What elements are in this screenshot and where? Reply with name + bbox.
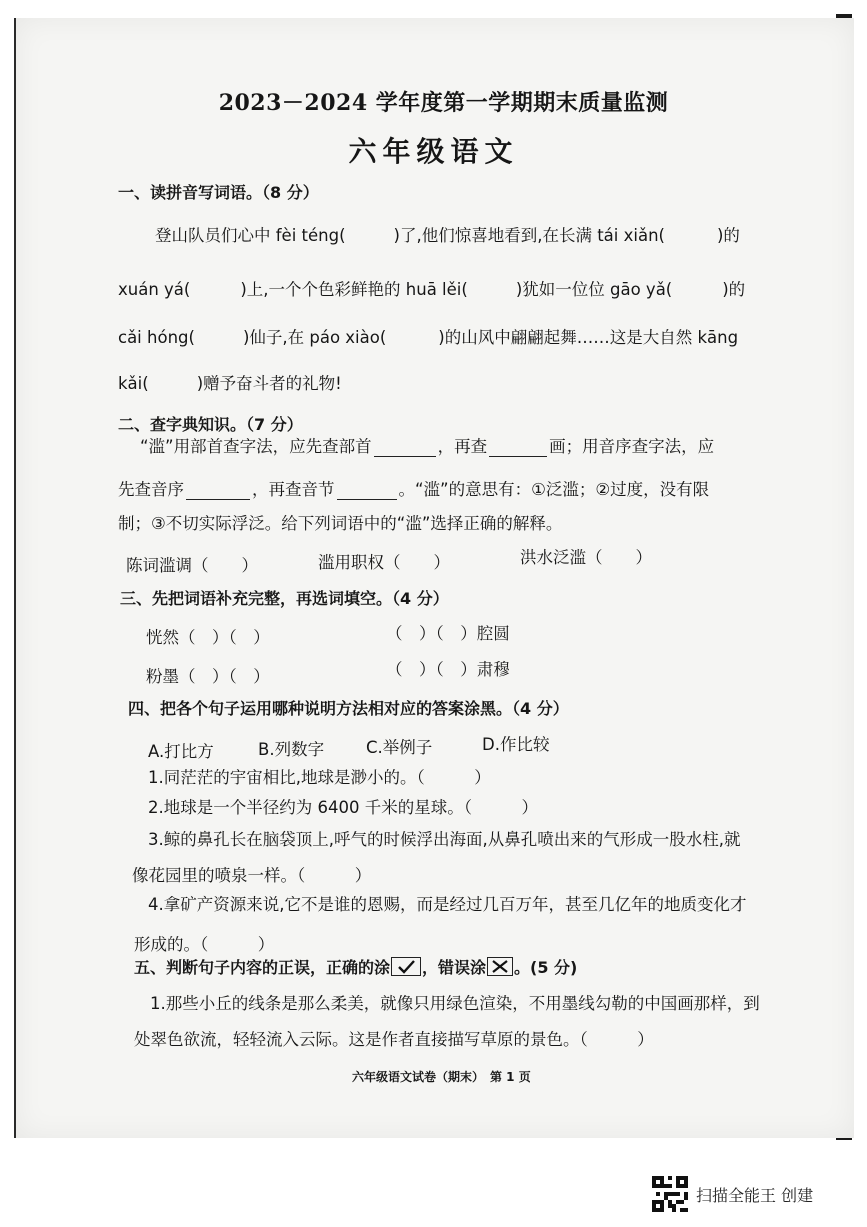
- s2-line-3: 制；③不切实际浮泛。给下列词语中的“滥”选择正确的解释。: [118, 514, 563, 533]
- s2-item-3: 洪水泛滥（ ）: [520, 548, 652, 567]
- s3-word-4: （ ）（ ）肃穆: [386, 660, 510, 679]
- s5-question-1a: 1.那些小丘的线条是那么柔美，就像只用绿色渲染，不用墨线勾勒的中国画那样，到: [150, 994, 760, 1013]
- s4-option-a: A.打比方: [148, 742, 214, 761]
- s1-text: cǎi hóng(: [118, 328, 195, 347]
- answer-blank: [374, 455, 436, 457]
- s2-text: 先查音序: [118, 480, 184, 499]
- s4-option-b: B.列数字: [258, 740, 325, 759]
- answer-blank: [489, 455, 547, 457]
- s4-question-4a: 4.拿矿产资源来说,它不是谁的恩赐，而是经过几百万年，甚至几亿年的地质变化才: [148, 895, 747, 914]
- s4-option-d: D.作比较: [482, 735, 550, 754]
- s1-text: )的: [722, 280, 746, 299]
- s1-text: xuán yá(: [118, 280, 191, 299]
- s1-line-1: [155, 222, 740, 246]
- s4-question-1: 1.同茫茫的宇宙相比,地球是渺小的。（ ）: [148, 768, 491, 787]
- s1-line-3: [118, 324, 738, 348]
- answer-blank: [186, 498, 250, 500]
- s1-line-4: [118, 370, 342, 394]
- section-3-heading: 三、先把词语补充完整，再选词填空。（4 分）: [120, 589, 449, 608]
- s2-line-2: [118, 476, 709, 500]
- s5-heading-text: 。(5 分): [514, 958, 578, 977]
- s5-heading-text: 五、判断句子内容的正误，正确的涂: [134, 958, 391, 977]
- s2-item-1: 陈词滥调（ ）: [126, 556, 258, 575]
- checkbox-check-icon: [391, 957, 421, 976]
- section-1-heading: 一、读拼音写词语。（8 分）: [118, 183, 319, 202]
- answer-blank: [337, 498, 397, 500]
- s4-question-2: 2.地球是一个半径约为 6400 千米的星球。（ ）: [148, 798, 538, 817]
- s2-text: ，再查: [437, 437, 488, 456]
- s1-text: )的山风中翩翩起舞……这是大自然 kāng: [438, 328, 739, 347]
- section-5-heading: [134, 955, 577, 978]
- s4-question-3b: 像花园里的喷泉一样。（ ）: [132, 866, 372, 885]
- s1-line-2: [118, 276, 745, 300]
- scanner-brand-label: 扫描全能王 创建: [696, 1186, 814, 1205]
- section-2-heading: 二、查字典知识。（7 分）: [118, 415, 303, 434]
- s2-item-2: 滥用职权（ ）: [318, 553, 450, 572]
- s1-text: 登山队员们心中 fèi téng(: [155, 226, 346, 245]
- s3-word-3: 粉墨（ ）（ ）: [146, 667, 270, 686]
- s1-text: )的: [716, 226, 740, 245]
- s1-text: )仙子,在 páo xiào(: [242, 328, 387, 347]
- checkbox-cross-icon: [487, 957, 513, 976]
- s2-text: 。“滥”的意思有：①泛滥；②过度，没有限: [398, 480, 710, 499]
- s2-text: “滥”用部首查字法，应先查部首: [140, 437, 372, 456]
- s5-question-1b: 处翠色欲流，轻轻流入云际。这是作者直接描写草原的景色。（ ）: [134, 1030, 654, 1049]
- page-footer: 六年级语文试卷（期末） 第 1 页: [352, 1070, 531, 1084]
- s2-text: ，再查音节: [252, 480, 335, 499]
- exam-title: 2023－2024 学年度第一学期期末质量监测: [218, 90, 669, 116]
- s1-text: )上,一个个色彩鲜艳的 huā lěi(: [240, 280, 468, 299]
- s2-line-1: [140, 433, 714, 457]
- s3-word-1: 恍然（ ）（ ）: [146, 628, 270, 647]
- s3-word-2: （ ）（ ）腔圆: [386, 624, 510, 643]
- section-4-heading: 四、把各个句子运用哪种说明方法相对应的答案涂黑。（4 分）: [128, 699, 569, 718]
- s1-text: )了,他们惊喜地看到,在长满 tái xiǎn(: [393, 226, 665, 245]
- qr-code-icon: [652, 1176, 688, 1212]
- s1-text: )犹如一位位 gāo yǎ(: [515, 280, 673, 299]
- exam-subject: 六年级语文: [348, 135, 519, 168]
- s5-heading-text: ，错误涂: [422, 958, 487, 977]
- s1-text: )赠予奋斗者的礼物!: [196, 374, 342, 393]
- s4-question-4b: 形成的。（ ）: [134, 935, 275, 954]
- s4-option-c: C.举例子: [366, 738, 433, 757]
- s4-question-3a: 3.鲸的鼻孔长在脑袋顶上,呼气的时候浮出海面,从鼻孔喷出来的气形成一股水柱,就: [148, 830, 741, 849]
- s1-text: kǎi(: [118, 374, 149, 393]
- s2-text: 画；用音序查字法，应: [549, 437, 715, 456]
